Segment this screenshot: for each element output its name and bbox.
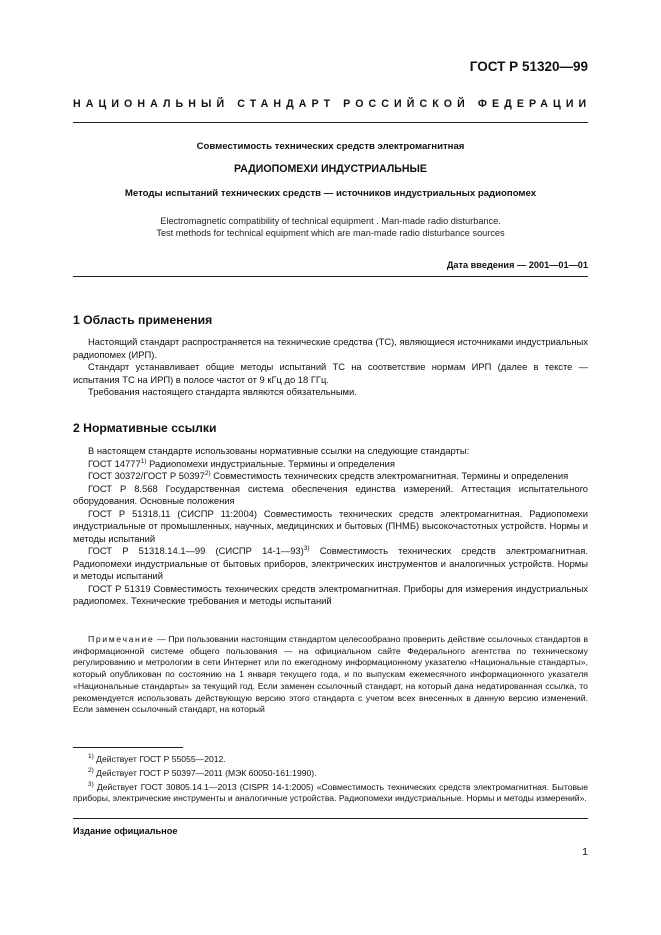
footnote-mark: 1) [140, 457, 147, 465]
footnote-text: Действует ГОСТ Р 55055—2012. [93, 754, 226, 764]
english-title [73, 215, 588, 240]
footnote-text: Действует ГОСТ 30805.14.1—2013 (CISPR 14-1:2005) «Совместимость технических средств электромагнитная. Бытовые приборы, электрические инструменты и аналогичные устройства. Радиопомехи индустриальные. Нормы и методы измерений». [73, 781, 588, 803]
document-code: ГОСТ Р 51320—99 [469, 59, 588, 74]
introduction-date: Дата введения — 2001—01—01 [446, 260, 588, 270]
title-line-1: Совместимость технических средств электромагнитная [196, 141, 465, 152]
footnote-mark: 3) [88, 780, 94, 788]
footnote-text: Действует ГОСТ Р 50397—2011 (МЭК 60050-161:1990). [93, 767, 317, 778]
section-1-body [73, 336, 588, 399]
reference-item [73, 458, 588, 471]
reference-item: ГОСТ Р 8.568 Государственная система обеспечения единства измерений. Аттестация испытательного оборудования. Основные положения [73, 482, 588, 506]
paragraph: Стандарт устанавливает общие методы испытаний ТС на соответствие нормам ИРП (далее в тексте — испытания ТС на ИРП) в полосе частот от 9 кГц до 18 ГГц. [73, 361, 588, 385]
reference-code: ГОСТ 14777 [88, 457, 141, 469]
reference-title: Совместимость технических средств электромагнитная. Термины и определения [210, 470, 569, 481]
footnote-mark: 1) [88, 753, 94, 761]
note-label: Примечание [88, 634, 155, 644]
footnote-rule [73, 747, 183, 748]
paragraph: Требования настоящего стандарта являются обязательными. [88, 386, 357, 397]
edition-label: Издание официальное [73, 826, 178, 836]
footnote [73, 782, 588, 805]
title-line-2: РАДИОПОМЕХИ ИНДУСТРИАЛЬНЫЕ [234, 163, 427, 175]
note-paragraph [73, 634, 588, 716]
section-1-heading [73, 313, 588, 328]
national-standard-heading: НАЦИОНАЛЬНЫЙ СТАНДАРТ РОССИЙСКОЙ ФЕДЕРАЦИИ [73, 98, 592, 110]
reference-title: Совместимость технических средств электромагнитная. Радиопомехи индустриальные от бытовых приборов, электрических инструментов и аналогичных устройств. Нормы и методы испытаний [73, 545, 588, 581]
section-heading: 1 Область применения [73, 313, 213, 327]
reference-item: ГОСТ Р 51319 Совместимость технических средств электромагнитная. Приборы для измерения индустриальных радиопомех. Технические требования и методы испытаний [73, 582, 588, 606]
reference-item [73, 470, 588, 483]
footnote-mark: 2) [204, 469, 211, 477]
reference-item: ГОСТ Р 51318.11 (СИСПР 11:2004) Совместимость технических средств электромагнитная. Радиопомехи индустриальные от промышленных, научных, медицинских и бытовых (ПНМБ) высокочастотных устройств. Нормы и методы испытаний [73, 507, 588, 544]
page-number: 1 [582, 846, 588, 858]
header-rule [73, 122, 588, 123]
footnote [73, 768, 588, 779]
paragraph: Настоящий стандарт распространяется на технические средства (ТС), являющиеся источниками индустриальных радиопомех (ИРП). [73, 336, 588, 360]
footnote [73, 754, 588, 765]
reference-code: ГОСТ Р 51318.14.1—99 (СИСПР 14-1—93) [88, 545, 304, 556]
section-heading: 2 Нормативные ссылки [73, 421, 217, 435]
title-line-3: Методы испытаний технических средств — источников индустриальных радиопомех [124, 188, 537, 199]
note-block [73, 634, 588, 716]
reference-title: Радиопомехи индустриальные. Термины и определения [146, 457, 395, 469]
reference-item [73, 545, 588, 583]
section-2-body [73, 445, 588, 608]
english-title-line-2: Test methods for technical equipment which are man-made radio disturbance sources [156, 228, 505, 239]
footnote-mark: 2) [88, 766, 94, 774]
edition-rule [73, 818, 588, 819]
footnote-mark: 3) [303, 544, 310, 552]
section-2-heading [73, 421, 588, 436]
footnotes [73, 754, 588, 807]
english-title-line-1: Electromagnetic compatibility of technical equipment . Man-made radio disturbance. [160, 216, 501, 226]
paragraph: В настоящем стандарте использованы нормативные ссылки на следующие стандарты: [88, 445, 470, 456]
note-text: — При пользовании настоящим стандартом целесообразно проверить действие ссылочных стандартов в информационной системе общего пользования — на официальном сайте Федерального агентства по техническому регулированию и метрологии в сети Интернет или по ежегодному информационному указателю «Национальные стандарты», который опубликован по состоянию на 1 января текущего года, и по выпускам ежемесячного информационного указателя «Национальные стандарты» за текущий год. Если заменен ссылочный стандарт, на который дана недатированная ссылка, то рекомендуется использовать действующую версию этого стандарта с учетом всех внесенных в данную версию изменений. Если заменен ссылочный стандарт, на который [73, 634, 588, 715]
title-rule [73, 276, 588, 277]
reference-code: ГОСТ 30372/ГОСТ Р 50397 [88, 470, 205, 481]
